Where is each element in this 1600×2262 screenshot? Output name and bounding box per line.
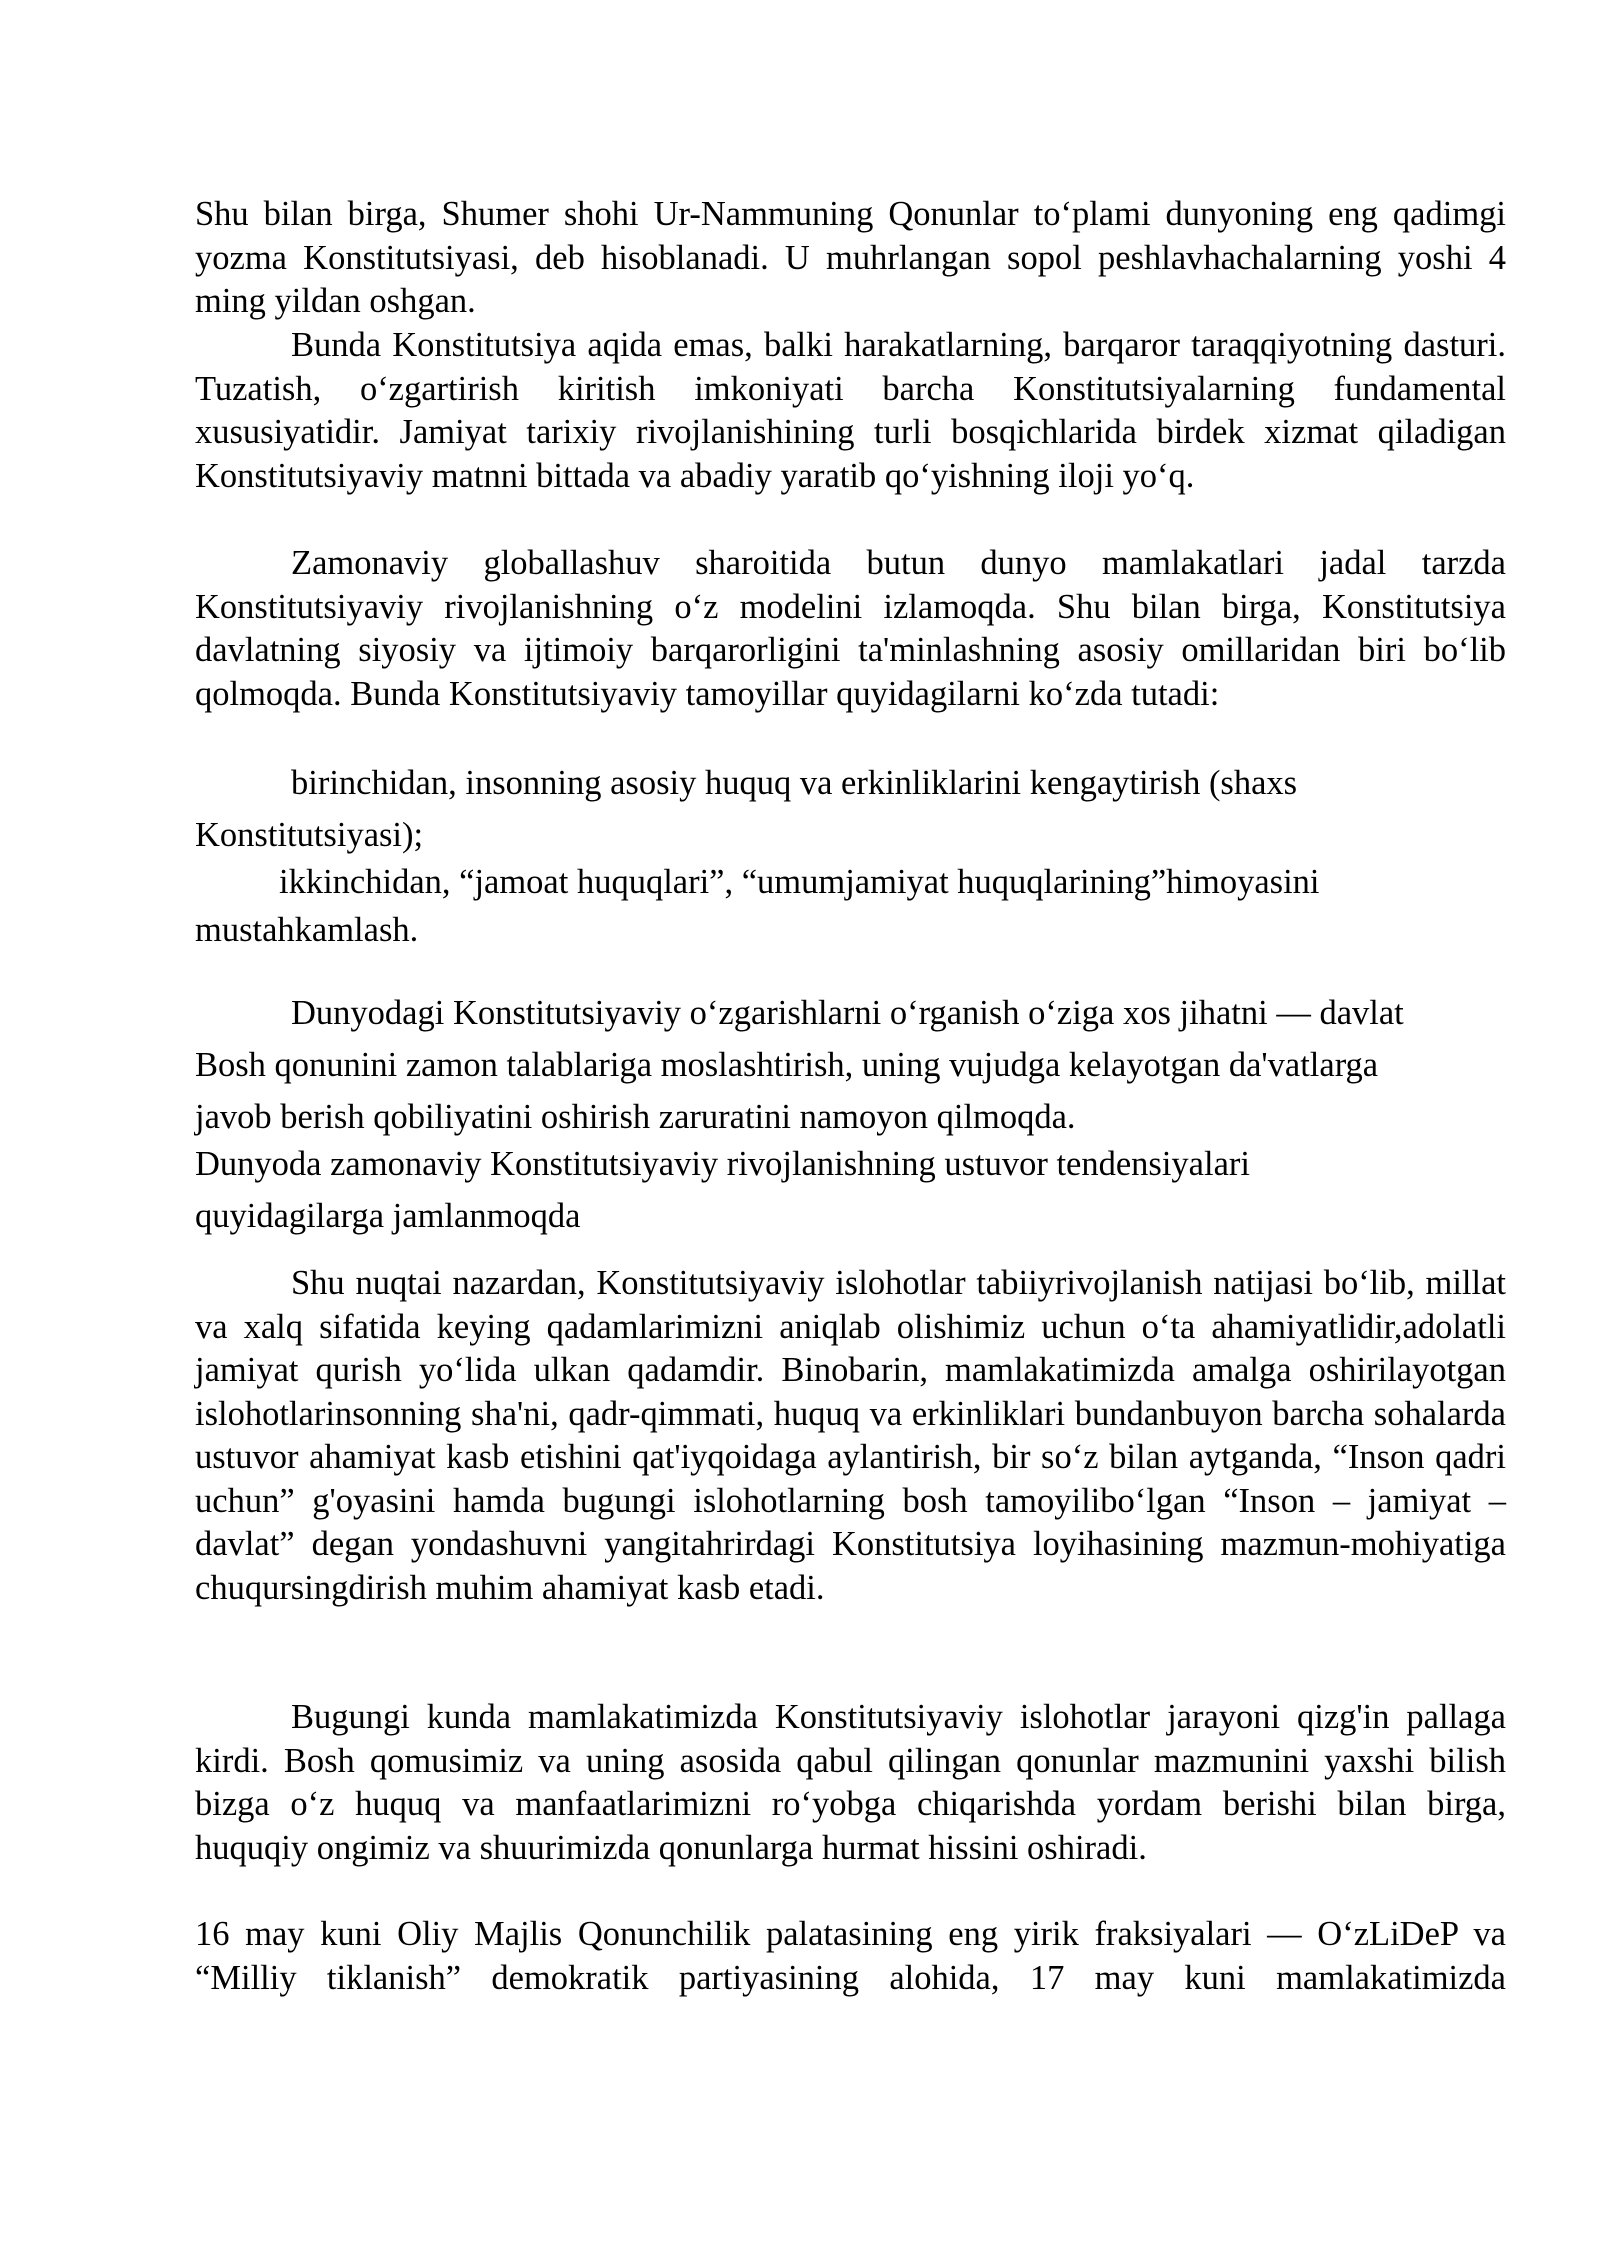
paragraph-line: Konstitutsiyasi);: [195, 816, 424, 854]
paragraph-line: javob berish qobiliyatini oshirish zaruratini namoyon qilmoqda.: [195, 1098, 1076, 1136]
paragraph-text: Bunda Konstitutsiya aqida emas, balki harakatlarning, barqaror taraqqiyotning dasturi. Tuzatish, o‘zgartirish kiritish imkoniyati barcha Konstitutsiyalarning fundamental xususiyatidir. Jamiyat tarixiy rivojlanishining turli bosqichlarida birdek xizmat qiladigan Konstitutsiyaviy matnni bittada va abadiy yaratib qo‘yishning iloji yo‘q.: [195, 326, 1506, 495]
paragraph-text: Bugungi kunda mamlakatimizda Konstitutsiyaviy islohotlar jarayoni qizg'in pallaga kirdi. Bosh qomusimiz va uning asosida qabul qilingan qonunlar mazmunini yaxshi bilish bizga o‘z huquq va manfaatlarimizni ro‘yobga chiqarishda yordam berishi bilan birga, huquqiy ongimiz va shuurimizda qonunlarga hurmat hissini oshiradi.: [195, 1698, 1506, 1867]
paragraph-constitution-program: [195, 324, 1506, 498]
paragraph-second-principle: [195, 858, 1506, 954]
paragraph-may-16: [195, 1913, 1506, 2000]
paragraph-text: Zamonaviy globallashuv sharoitida butun dunyo mamlakatlari jadal tarzda Konstitutsiyaviy rivojlanishning o‘z modelini izlamoqda. Shu bilan birga, Konstitutsiya davlatning siyosiy va ijtimoiy barqarorligini ta'minlashning asosiy omillaridan biri bo‘lib qolmoqda. Bunda Konstitutsiyaviy tamoyillar quyidagilarni ko‘zda tutadi:: [195, 544, 1506, 713]
paragraph-line: Dunyodagi Konstitutsiyaviy o‘zgarishlarni o‘rganish o‘ziga xos jihatni — davlat: [291, 994, 1404, 1032]
paragraph-line: Dunyoda zamonaviy Konstitutsiyaviy rivojlanishning ustuvor tendensiyalari: [195, 1145, 1250, 1183]
paragraph-today: [195, 1696, 1506, 1870]
paragraph-world-changes: [195, 987, 1506, 1143]
paragraph-text: Shu bilan birga, Shumer shohi Ur-Nammuning Qonunlar to‘plami dunyoning eng qadimgi yozma Konstitutsiyasi, deb hisoblanadi. U muhrlangan sopol peshlavhachalarning yoshi 4 ming yildan oshgan.: [195, 195, 1506, 320]
paragraph-reforms: [195, 1262, 1506, 1610]
paragraph-line: quyidagilarga jamlanmoqda: [195, 1197, 581, 1235]
paragraph-line: Bosh qonunini zamon talablariga moslashtirish, uning vujudga kelayotgan da'vatlarga: [195, 1046, 1379, 1084]
paragraph-line: ikkinchidan, “jamoat huquqlari”, “umumjamiyat huquqlarining”himoyasini: [279, 863, 1320, 901]
paragraph-globalization: [195, 542, 1506, 716]
paragraph-text: Shu nuqtai nazardan, Konstitutsiyaviy islohotlar tabiiyrivojlanish natijasi bo‘lib, millat va xalq sifatida keying qadamlarimizni aniqlab olishimiz uchun o‘ta ahamiyatlidir,adolatli jamiyat qurish yo‘lida ulkan qadamdir. Binobarin, mamlakatimizda amalga oshirilayotgan islohotlarinsonning sha'ni, qadr-qimmati, huquq va erkinliklari bundanbuyon barcha sohalarda ustuvor ahamiyat kasb etishini qat'iyqoidaga aylantirish, bir so‘z bilan aytganda, “Inson qadri uchun” g'oyasini hamda bugungi islohotlarning bosh tamoyilibo‘lgan “Inson – jamiyat – davlat” degan yondashuvni yangitahrirdagi Konstitutsiya loyihasining mazmun-mohiyatiga chuqursingdirish muhim ahamiyat kasb etadi.: [195, 1264, 1506, 1607]
paragraph-text: 16 may kuni Oliy Majlis Qonunchilik palatasining eng yirik fraksiyalari — O‘zLiDeP va “Milliy tiklanish” demokratik partiyasining alohida, 17 may kuni mamlakatimizda: [195, 1915, 1506, 1997]
paragraph-first-principle: [195, 757, 1506, 861]
paragraph-line: mustahkamlash.: [195, 911, 419, 949]
paragraph-tendencies: [195, 1138, 1506, 1242]
paragraph-ur-nammu: [195, 193, 1506, 324]
paragraph-line: birinchidan, insonning asosiy huquq va erkinliklarini kengaytirish (shaxs: [291, 764, 1298, 802]
